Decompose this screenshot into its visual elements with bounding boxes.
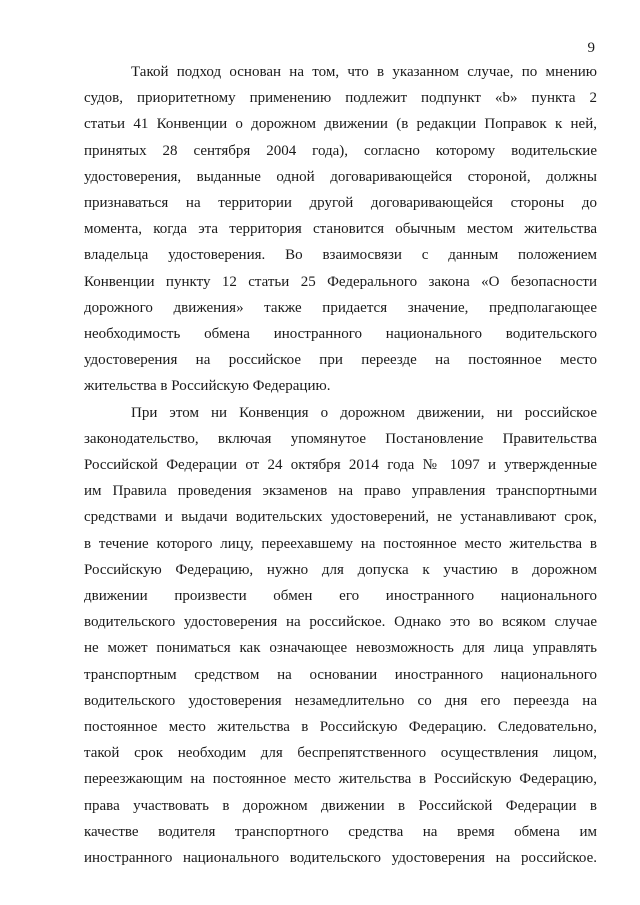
- text-line: законодательство, включая упомянутое Постановление Правительства: [84, 430, 597, 447]
- text-line: им Правила проведения экзаменов на право управления транспортными: [84, 483, 597, 500]
- text-line: Такой подход основан на том, что в указанном случае, по мнению: [131, 64, 597, 80]
- text-line: такой срок необходим для беспрепятственного осуществления лицом,: [84, 745, 597, 762]
- text-line: движении произвести обмен его иностранного национального: [84, 588, 597, 605]
- text-line: водительского удостоверения незамедлительно со дня его переезда на: [84, 692, 597, 709]
- text-line: принятых 28 сентября 2004 года), согласно которому водительские: [84, 142, 597, 159]
- paragraph-2: [84, 400, 597, 872]
- text-line: иностранного национального водительского удостоверения на российское.: [84, 850, 597, 867]
- text-line: удостоверения на российское при переезде на постоянное место: [84, 352, 597, 369]
- text-line: в течение которого лицу, переехавшему на постоянное место жительства в: [84, 535, 597, 552]
- text-line: При этом ни Конвенция о дорожном движении, ни российское: [131, 404, 597, 421]
- text-line: статьи 41 Конвенции о дорожном движении (в редакции Поправок к ней,: [84, 116, 597, 133]
- text-line: удостоверения, выданные одной договаривающейся стороной, должны: [84, 168, 597, 185]
- text-line: водительского удостоверения на российское. Однако это во всяком случае: [84, 614, 597, 631]
- document-body: [84, 59, 597, 871]
- text-line: постоянное место жительства в Российскую Федерацию. Следовательно,: [84, 719, 597, 736]
- text-line: переезжающим на постоянное место жительства в Российскую Федерацию,: [84, 771, 597, 788]
- text-line: качестве водителя транспортного средства на время обмена им: [84, 823, 597, 840]
- text-line: средствами и выдачи водительских удостоверений, не устанавливают срок,: [84, 509, 597, 526]
- text-line: необходимость обмена иностранного национального водительского: [84, 326, 597, 343]
- text-line: дорожного движения» также придается значение, предполагающее: [84, 299, 597, 316]
- text-line: момента, когда эта территория становится обычным местом жительства: [84, 221, 597, 238]
- page-number: 9: [587, 40, 595, 56]
- text-line: Конвенции пункту 12 статьи 25 Федерального закона «О безопасности: [84, 273, 597, 290]
- text-line: не может пониматься как означающее невозможность для лица управлять: [84, 640, 597, 657]
- text-line: судов, приоритетному применению подлежит подпункт «b» пункта 2: [84, 90, 597, 107]
- text-line: транспортным средством на основании иностранного национального: [84, 666, 597, 683]
- text-line: Российскую Федерацию, нужно для допуска к участию в дорожном: [84, 561, 597, 578]
- text-line: Российской Федерации от 24 октября 2014 года № 1097 и утвержденные: [84, 457, 597, 474]
- paragraph-1: [84, 59, 597, 400]
- text-line: права участвовать в дорожном движении в Российской Федерации в: [84, 797, 597, 814]
- text-line: жительства в Российскую Федерацию.: [84, 378, 331, 395]
- text-line: владельца удостоверения. Во взаимосвязи с данным положением: [84, 247, 597, 264]
- text-line: признаваться на территории другой договаривающейся стороны до: [84, 195, 597, 212]
